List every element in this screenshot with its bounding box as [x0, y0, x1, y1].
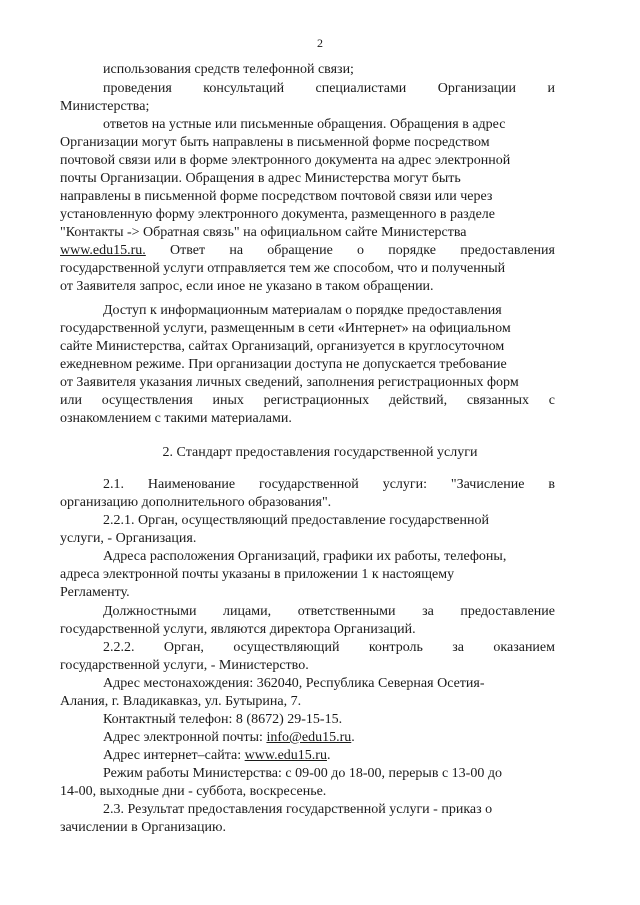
- text-line: Алания, г. Владикавказ, ул. Бутырина, 7.: [60, 694, 302, 709]
- website-link[interactable]: www.edu15.ru.: [60, 243, 146, 258]
- text-line: государственной услуги, размещенным в сети «Интернет» на официальном: [60, 321, 511, 336]
- text-line: Адрес местонахождения: 362040, Республика Северная Осетия-: [103, 676, 485, 691]
- text-line: от Заявителя указания личных сведений, заполнения регистрационных форм: [60, 375, 519, 390]
- text-line: проведения консультаций специалистами Организации и: [103, 81, 555, 96]
- text-line: Организации могут быть направлены в письменной форме посредством: [60, 135, 490, 150]
- text-line: от Заявителя запрос, если иное не указано в таком обращении.: [60, 279, 434, 294]
- text-line: "Контакты -> Обратная связь" на официальном сайте Министерства: [60, 225, 467, 240]
- text-line: Адрес интернет–сайта: www.edu15.ru.: [103, 748, 331, 763]
- text-line: установленную форму электронного документа, размещенного в разделе: [60, 207, 495, 222]
- text-line: ежедневном режиме. При организации доступа не допускается требование: [60, 357, 507, 372]
- text-line: организацию дополнительного образования".: [60, 495, 332, 510]
- text-line: государственной услуги, - Министерство.: [60, 658, 309, 673]
- text-line: 2.1. Наименование государственной услуги: "Зачисление в: [103, 477, 555, 492]
- text-line: Контактный телефон: 8 (8672) 29-15-15.: [103, 712, 343, 727]
- text-line: адреса электронной почты указаны в приложении 1 к настоящему: [60, 567, 455, 582]
- text-line: Адрес электронной почты: info@edu15.ru.: [103, 730, 355, 745]
- website-link[interactable]: www.edu15.ru: [244, 748, 327, 763]
- text-line: государственной услуги отправляется тем же способом, что и полученный: [60, 261, 506, 276]
- text-line: Режим работы Министерства: с 09-00 до 18-00, перерыв с 13-00 до: [103, 766, 502, 781]
- text-line: ответов на устные или письменные обращения. Обращения в адрес: [103, 117, 506, 132]
- text-line: 2.3. Результат предоставления государственной услуги - приказ о: [103, 802, 493, 817]
- text-line: услуги, - Организация.: [60, 531, 197, 546]
- text-line: или осуществления иных регистрационных действий, связанных с: [60, 393, 555, 408]
- text-line: почтовой связи или в форме электронного документа на адрес электронной: [60, 153, 511, 168]
- text-line: использования средств телефонной связи;: [103, 62, 354, 77]
- text-line: 2.2.1. Орган, осуществляющий предоставление государственной: [103, 513, 489, 528]
- page-number: 2: [317, 36, 323, 50]
- text-line: направлены в письменной форме посредством почтовой связи или через: [60, 189, 493, 204]
- text-line: сайте Министерства, сайтах Организаций, организуется в круглосуточном: [60, 339, 505, 354]
- text-line: www.edu15.ru. Ответ на обращение о порядке предоставления: [60, 243, 555, 258]
- text-line: почты Организации. Обращения в адрес Министерства могут быть: [60, 171, 461, 186]
- text-line: Министерства;: [60, 99, 150, 114]
- text-line: Должностными лицами, ответственными за предоставление: [103, 604, 555, 619]
- text-line: государственной услуги, являются директора Организаций.: [60, 622, 416, 637]
- text-line: зачислении в Организацию.: [60, 820, 226, 835]
- text-line: ознакомлением с такими материалами.: [60, 411, 292, 426]
- text-line: 14-00, выходные дни - суббота, воскресенье.: [60, 784, 327, 799]
- text-line: Регламенту.: [60, 585, 130, 600]
- text-line: 2.2.2. Орган, осуществляющий контроль за оказанием: [103, 640, 555, 655]
- text-line: Адреса расположения Организаций, графики их работы, телефоны,: [103, 549, 507, 564]
- section-heading: 2. Стандарт предоставления государственной услуги: [162, 445, 478, 460]
- text-line: Доступ к информационным материалам о порядке предоставления: [103, 303, 502, 318]
- email-link[interactable]: info@edu15.ru: [266, 730, 352, 745]
